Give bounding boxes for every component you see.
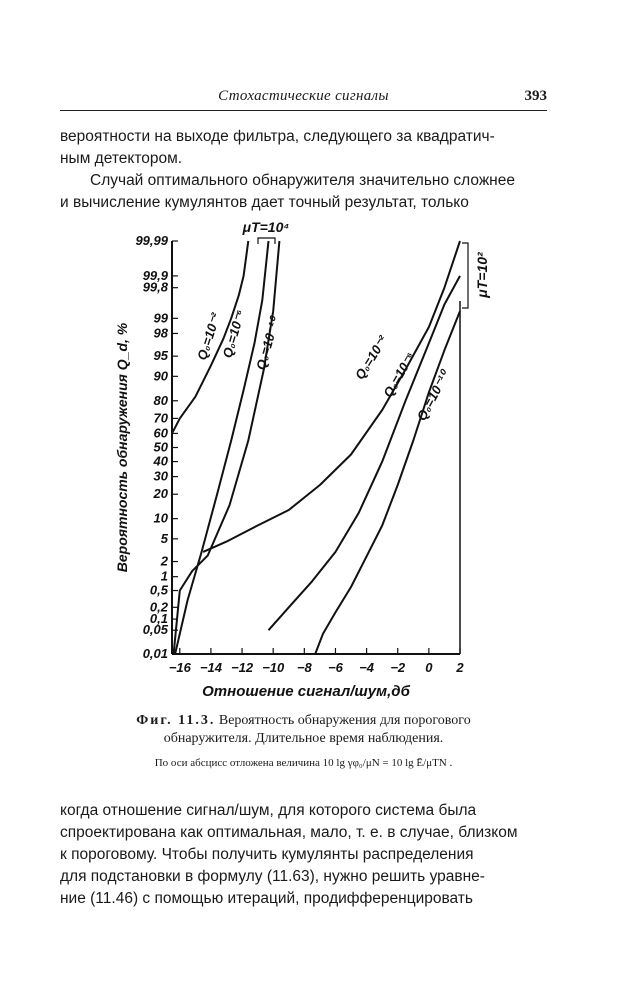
bottom-paragraph — [60, 800, 547, 910]
x-tick-label: −6 — [328, 660, 343, 675]
y-tick-label: 30 — [153, 468, 168, 484]
curve-label: Q₀=10⁻⁶ — [380, 349, 418, 400]
text-line: к пороговому. Чтобы получить кумулянты распределения — [60, 846, 474, 863]
y-tick-label: 99,8 — [142, 279, 168, 295]
text-line: вероятности на выходе фильтра, следующего за квадратич- — [60, 128, 495, 145]
caption-label: Фиг. 11.3. — [136, 713, 216, 728]
y-tick-label: 90 — [153, 368, 168, 384]
y-tick-label: 5 — [160, 530, 168, 546]
group-label-mt4: μT=10⁴ — [242, 219, 290, 235]
running-title: Стохастические сигналы — [218, 88, 389, 104]
curve-label: Q₀=10⁻² — [194, 311, 224, 362]
y-tick-label: 60 — [153, 425, 168, 441]
figure-note: По оси абсцисс отложена величина 10 lg γφ₀/μN = 10 lg Ē/μTN . — [154, 757, 453, 769]
x-tick-label: −16 — [168, 660, 191, 675]
curve-label: Q₀=10⁻¹⁰ — [253, 315, 283, 372]
x-tick-label: 0 — [425, 660, 433, 675]
y-tick-label: 0,2 — [149, 599, 168, 615]
y-tick-label: 0,01 — [142, 646, 168, 661]
y-tick-label: 1 — [160, 568, 168, 584]
text-line: для подстановки в формулу (11.63), нужно решить уравне- — [60, 868, 485, 885]
curve-label: Q₀=10⁻⁶ — [219, 307, 248, 360]
curve-line — [269, 276, 461, 630]
y-tick-label: 99,99 — [135, 233, 168, 248]
figure-caption — [60, 712, 547, 748]
page-number: 393 — [524, 88, 547, 104]
text-line: ным детектором. — [60, 150, 183, 167]
x-tick-label: −2 — [390, 660, 406, 675]
group-bracket-mt4 — [258, 238, 275, 244]
y-tick-label: 99,9 — [142, 267, 168, 283]
group-label-mt2: μT=10² — [474, 252, 490, 298]
y-tick-label: 40 — [153, 453, 168, 469]
x-tick-label: 2 — [456, 660, 464, 675]
y-tick-label: 50 — [153, 439, 168, 455]
y-tick-label: 99 — [153, 310, 168, 326]
x-tick-label: −8 — [296, 660, 312, 675]
x-tick-label: −4 — [359, 660, 375, 675]
x-tick-label: −12 — [231, 660, 254, 675]
y-tick-label: 0,1 — [149, 611, 168, 627]
text-line: и вычисление кумулянтов дает точный результат, только — [60, 194, 469, 211]
y-tick-label: 98 — [153, 325, 168, 341]
curve-label: Q₀=10⁻² — [351, 333, 391, 383]
y-tick-label: 0,5 — [149, 582, 168, 598]
text-line: когда отношение сигнал/шум, для которого система была — [60, 802, 477, 819]
caption-line — [60, 712, 547, 730]
curve-line — [315, 311, 460, 654]
text-line: Случай оптимального обнаружителя значительно сложнее — [90, 172, 515, 189]
group-bracket-mt2 — [462, 243, 468, 308]
y-tick-label: 95 — [153, 348, 168, 364]
curve-label: Q₀=10⁻¹⁰ — [413, 368, 453, 424]
text-line: спроектирована как оптимальная, мало, т. е. в случае, близком — [60, 824, 518, 841]
y-tick-label: 20 — [153, 486, 168, 502]
x-axis-label: Отношение сигнал/шум,дб — [202, 683, 410, 700]
y-axis-label: Вероятность обнаружения Q_d, % — [114, 322, 130, 573]
caption-text: Вероятность обнаружения для порогового — [218, 713, 471, 728]
caption-line-2: обнаружителя. Длительное время наблюдения. — [163, 731, 444, 746]
y-tick-label: 2 — [160, 553, 168, 569]
curve-line — [175, 241, 268, 654]
text-line: ние (11.46) с помощью итераций, продифференцировать — [60, 890, 473, 907]
y-tick-label: 0,05 — [142, 622, 168, 638]
x-tick-label: −10 — [262, 660, 285, 675]
y-tick-label: 70 — [153, 410, 168, 426]
x-tick-label: −14 — [199, 660, 222, 675]
y-tick-label: 80 — [153, 392, 168, 408]
y-tick-label: 10 — [153, 510, 168, 526]
